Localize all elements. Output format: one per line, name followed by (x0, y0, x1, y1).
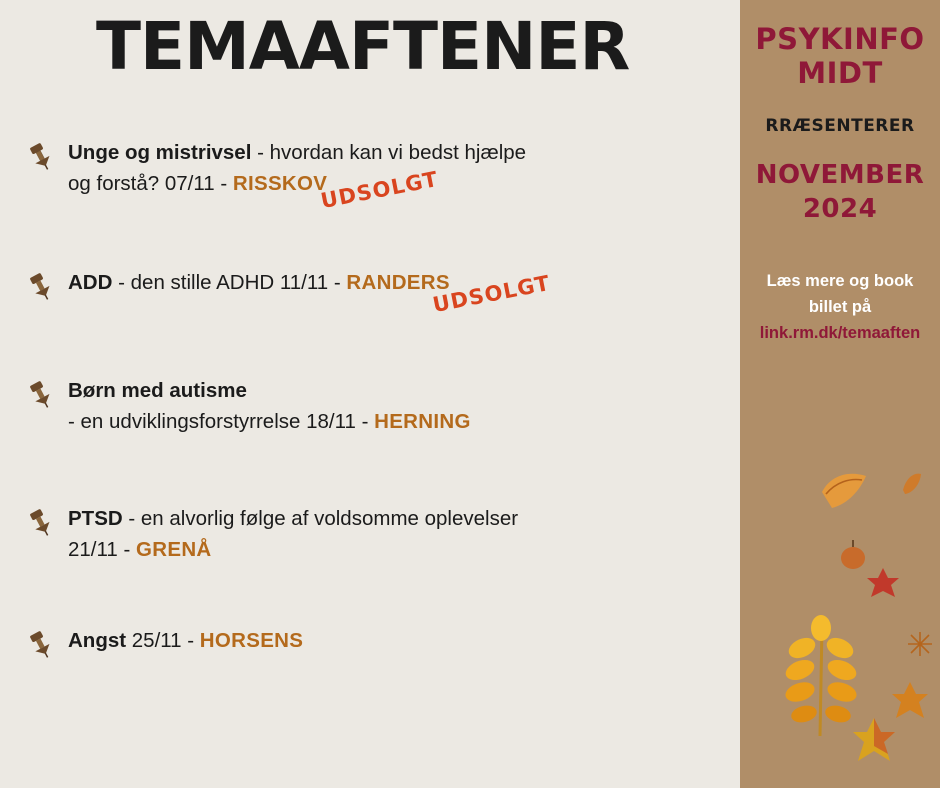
brand-name (740, 22, 940, 90)
status-badge: UDSOLGT (318, 166, 441, 214)
list-item[interactable] (0, 626, 740, 662)
event-list (0, 138, 740, 662)
event-place: HERNING (374, 410, 471, 433)
event-title: Unge og mistrivsel (68, 141, 252, 164)
pushpin-icon (26, 380, 56, 410)
event-line-2 (68, 535, 740, 565)
event-line-2 (68, 407, 740, 437)
event-desc: - en alvorlig følge af voldsomme oplevelser (122, 507, 519, 530)
leaf-icon (864, 566, 902, 604)
event-title: Angst (68, 629, 127, 652)
pushpin-icon (26, 272, 56, 302)
event-desc-cont: - en udviklingsforstyrrelse 18/11 - (68, 410, 375, 433)
event-line-1 (68, 376, 740, 406)
event-title: Børn med autisme (68, 379, 247, 402)
list-item[interactable] (0, 138, 740, 214)
event-desc-cont: og forstå? 07/11 - (68, 172, 233, 195)
list-item[interactable] (0, 376, 740, 442)
pushpin-icon (26, 508, 56, 538)
booking-line-2: billet på (808, 298, 872, 316)
event-title: ADD (68, 271, 113, 294)
page-title: TEMAAFTENER (96, 8, 630, 85)
pushpin-icon (26, 142, 56, 172)
event-line-1 (68, 504, 740, 534)
booking-url[interactable]: link.rm.dk/temaaften (759, 324, 921, 342)
presents-label: RRÆSENTERER (765, 116, 915, 136)
year-label: 2024 (802, 194, 878, 224)
event-title: PTSD (68, 507, 123, 530)
leaf-icon (906, 630, 934, 658)
list-item[interactable] (0, 504, 740, 570)
booking-line-1: Læs mere og book (766, 272, 914, 290)
event-line-1 (68, 138, 740, 168)
date-block (740, 158, 940, 226)
status-badge: UDSOLGT (430, 270, 553, 318)
poster-sidebar (740, 0, 940, 788)
pushpin-icon (26, 630, 56, 660)
event-line-1 (68, 626, 740, 656)
brand-line-1: PSYKINFO (755, 22, 925, 56)
leaf-icon (818, 468, 870, 514)
event-desc-cont: 21/11 - (68, 538, 136, 561)
event-desc: 25/11 - (126, 629, 200, 652)
event-line-1 (68, 268, 740, 298)
month-label: NOVEMBER (755, 160, 925, 190)
leaf-icon (900, 470, 924, 496)
event-place: GRENÅ (136, 538, 212, 561)
event-desc: - den stille ADHD 11/11 - (112, 271, 347, 294)
list-item[interactable] (0, 268, 740, 318)
event-place: RISSKOV (232, 172, 328, 195)
event-place: RANDERS (346, 271, 450, 294)
leaf-icon (850, 716, 898, 766)
event-place: HORSENS (199, 629, 304, 652)
brand-line-2: MIDT (797, 56, 883, 90)
booking-info (740, 268, 940, 346)
event-desc: - hvordan kan vi bedst hjælpe (251, 141, 527, 164)
